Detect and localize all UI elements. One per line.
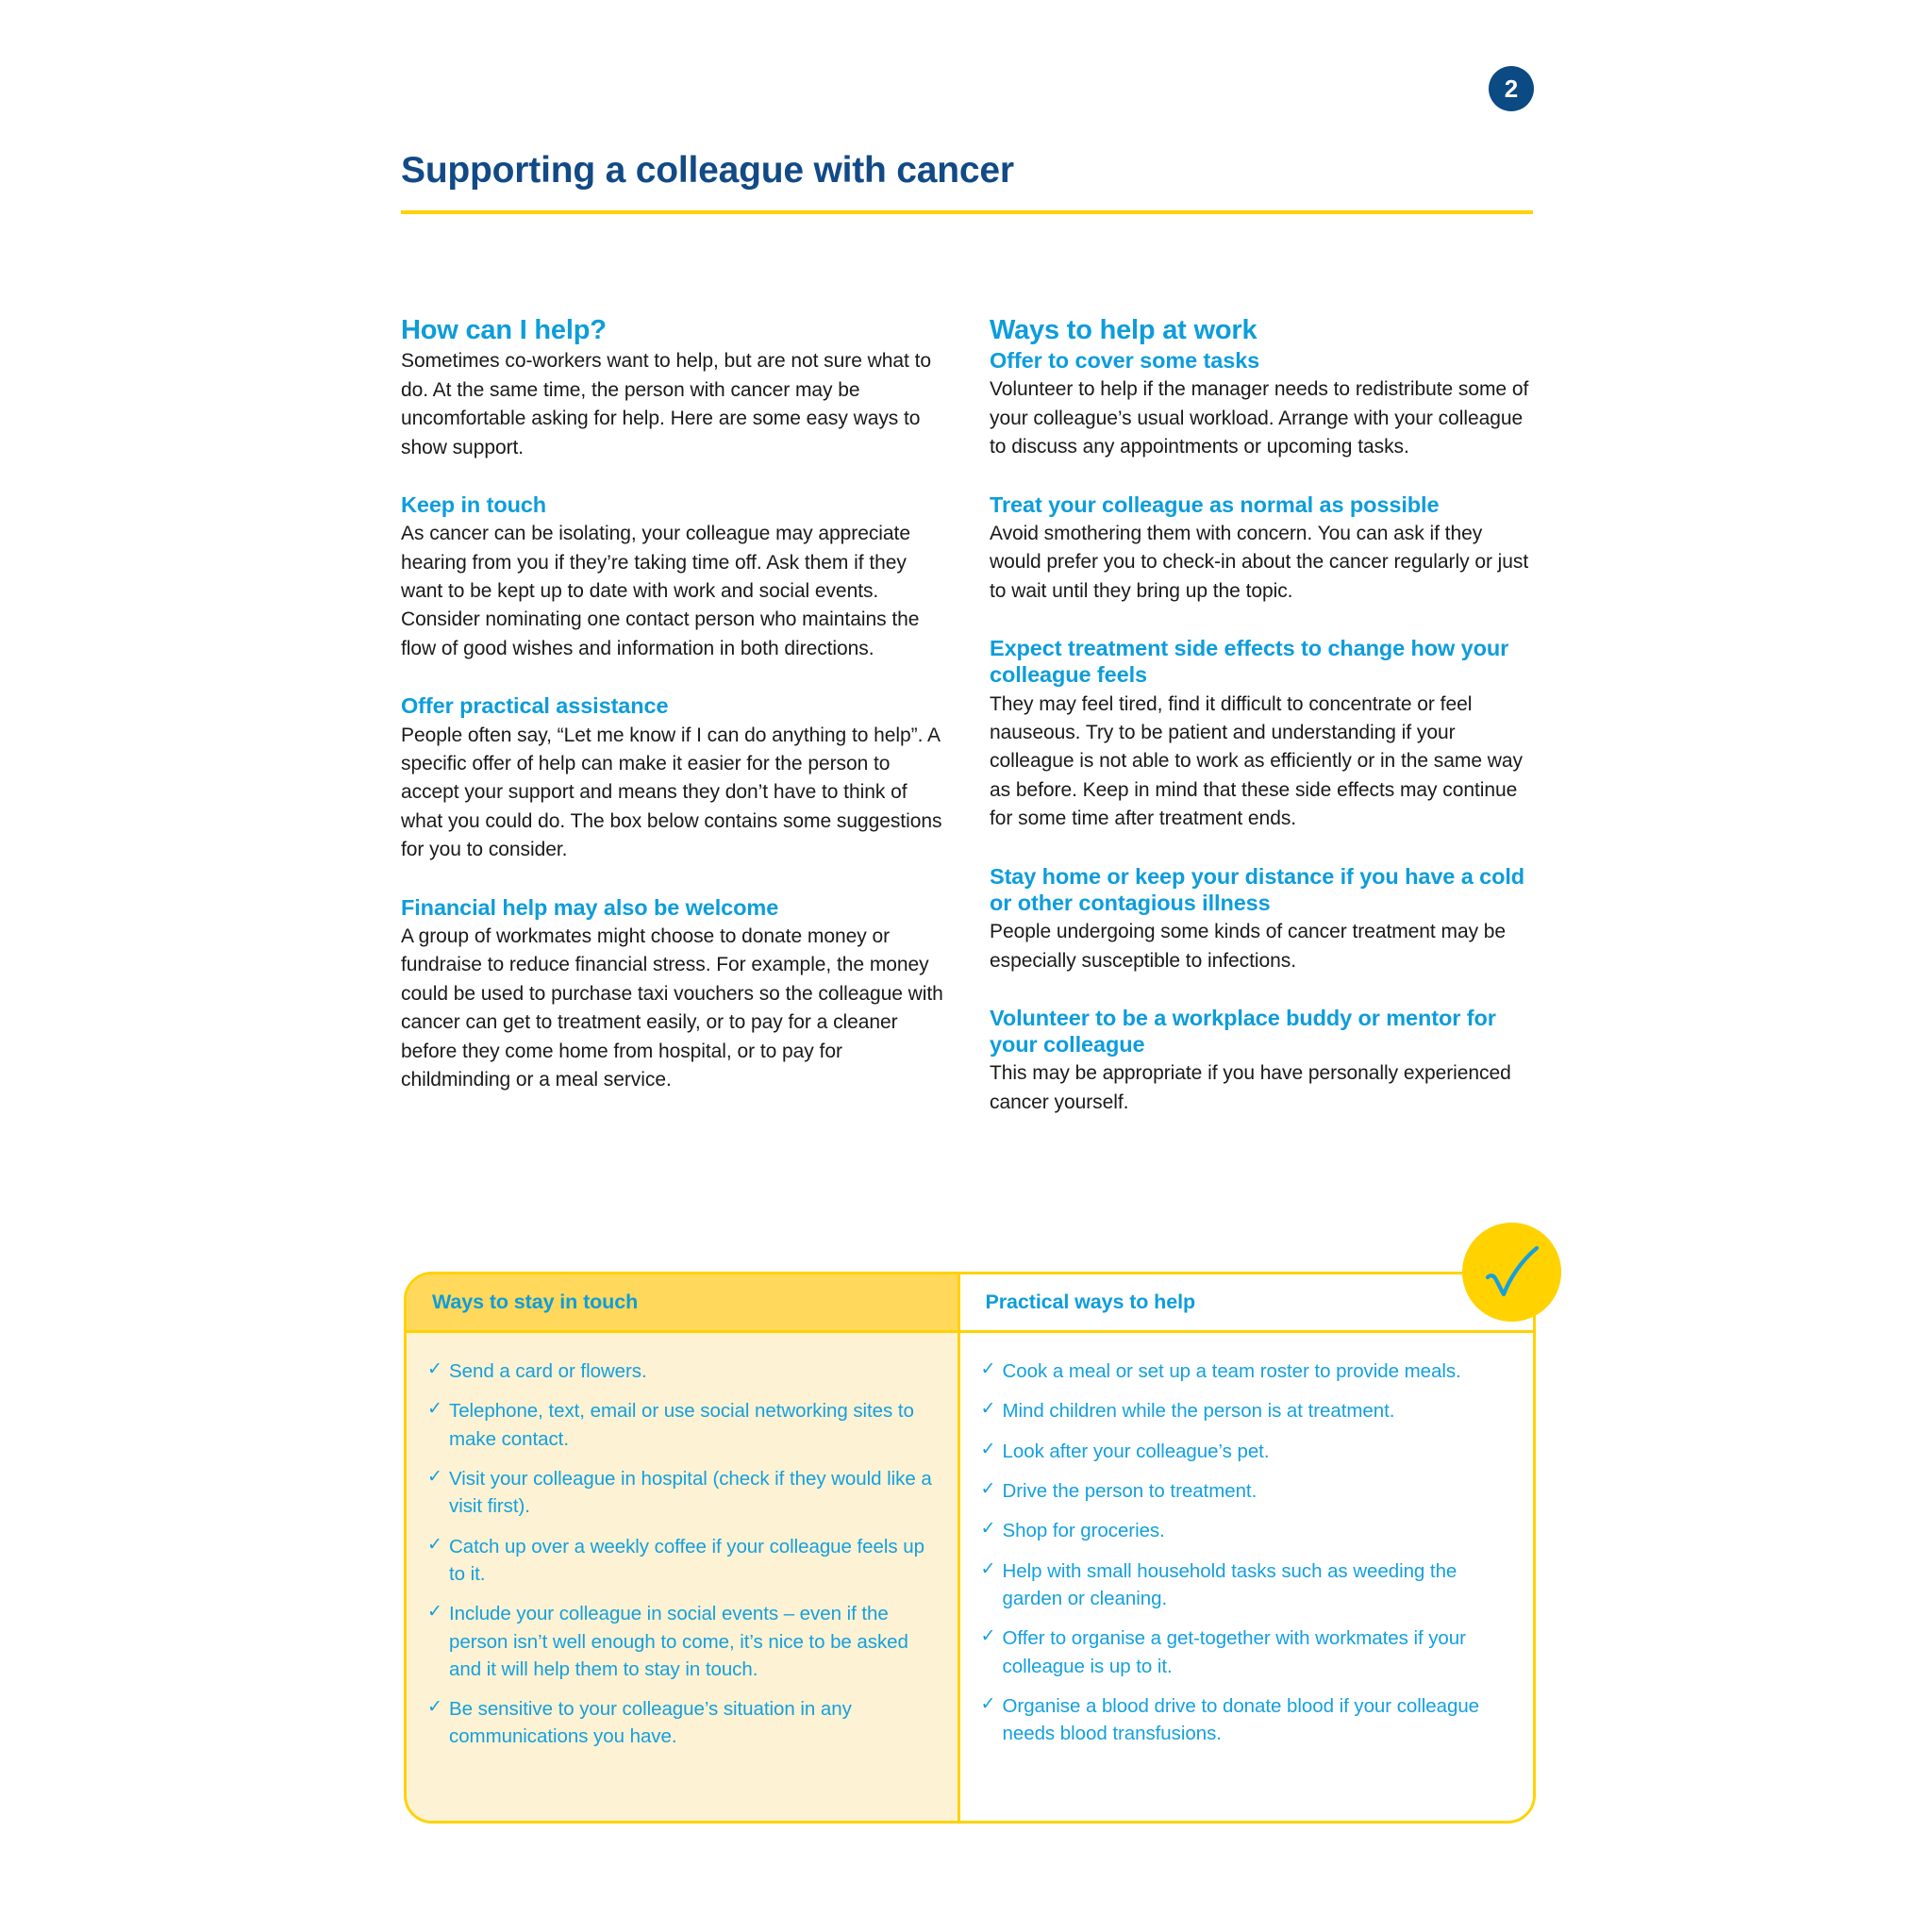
list-item-label: Catch up over a weekly coffee if your colleague feels up to it. [449,1535,924,1585]
subsection-body: People often say, “Let me know if I can do anything to help”. A specific offer of help can make it easier for the person to accept your support and means they don’t have to think of what you could do. The box below contains some suggestions for you to consider. [401,724,942,861]
check-icon: ✓ [980,1439,996,1459]
checklist-column-body [407,1333,958,1821]
list-item-label: Cook a meal or set up a team roster to provide meals. [1002,1360,1461,1382]
list-item-label: Drive the person to treatment. [1002,1479,1257,1502]
subsection-heading: Financial help may also be welcome [401,894,779,920]
list-item-label: Look after your colleague’s pet. [1002,1440,1270,1462]
check-icon: ✓ [980,1626,996,1647]
check-icon: ✓ [427,1602,442,1623]
check-icon: ✓ [980,1558,996,1579]
page-title: Supporting a colleague with cancer [401,150,1014,191]
list-item-label: Shop for groceries. [1002,1520,1165,1542]
subsection-heading: Keep in touch [401,491,547,517]
section-ways-to-help-at-work [990,314,1537,462]
subsection-heading: Offer to cover some tasks [990,348,1260,374]
list-item-label: Offer to organise a get-together with workmates if your colleague is up to it. [1002,1627,1466,1677]
checklist-header-label: Practical ways to help [985,1291,1195,1313]
list-item [981,1357,1512,1385]
subsection-body: Avoid smothering them with concern. You can ask if they would prefer you to check-in about the cancer regularly or just to wait until they bring up the topic. [990,522,1529,602]
check-icon: ✓ [980,1519,996,1540]
check-icon: ✓ [427,1466,442,1487]
list-item [981,1477,1512,1505]
subsection-body: People undergoing some kinds of cancer treatment may be especially susceptible to infections. [990,921,1507,972]
checklist-panel [404,1272,1536,1824]
check-icon: ✓ [980,1478,996,1499]
check-icon: ✓ [427,1359,442,1379]
subsection-heading: Offer practical assistance [401,693,669,719]
subsection-body: As cancer can be isolating, your colleague may appreciate hearing from you if they’re taking time off. Ask them if they want to be kept up to date with work and social events. Consider nominating one contact person who maintains the flow of good wishes and information in both directions. [401,523,920,659]
list-item [427,1695,937,1751]
check-icon: ✓ [427,1399,442,1420]
section-workplace-buddy [990,1005,1537,1117]
checkmark-badge [1462,1223,1561,1322]
list-item [427,1465,937,1521]
section-keep-in-touch [401,491,946,663]
title-divider [401,210,1533,214]
page-title-block [401,151,1533,214]
subsection-heading: Treat your colleague as normal as possible [990,491,1440,517]
list-item [981,1692,1512,1748]
subsection-heading: Stay home or keep your distance if you have a cold or other contagious illness [990,863,1525,915]
section-treatment-side-effects [990,635,1537,834]
checklist-box [404,1272,1536,1824]
checklist-column-body [960,1333,1533,1821]
list-item-label: Organise a blood drive to donate blood if your colleague needs blood transfusions. [1002,1694,1480,1745]
list-item-label: Send a card or flowers. [449,1360,647,1382]
subsection-body: They may feel tired, find it difficult to concentrate or feel nauseous. Try to be patient and understanding if your colleague is not able to work as efficiently or in the same way as before. Keep in mind that these side effects may continue for some time after treatment ends. [990,692,1523,830]
subsection-heading: Volunteer to be a workplace buddy or mentor for your colleague [990,1006,1496,1058]
section-offer-practical-assistance [401,692,946,864]
check-icon: ✓ [427,1534,442,1555]
check-icon: ✓ [980,1359,996,1379]
section-financial-help [401,894,946,1095]
section-stay-home-if-contagious [990,863,1537,975]
list-item [981,1397,1512,1424]
checklist-column-practical-ways [960,1274,1533,1821]
page-number-badge: 2 [1489,66,1534,111]
check-icon: ✓ [980,1399,996,1420]
list-item [981,1624,1512,1680]
checkmark-icon [1477,1238,1547,1307]
list-item [427,1357,937,1385]
checklist-header-label: Ways to stay in touch [432,1291,639,1313]
list-item [427,1397,937,1453]
checklist-items-right [981,1357,1512,1747]
list-item [981,1557,1512,1613]
list-item-label: Telephone, text, email or use social networking sites to make contact. [449,1400,914,1450]
left-column [401,314,946,1117]
list-item [981,1438,1512,1465]
checklist-items-left [427,1357,937,1751]
subsection-body: Volunteer to help if the manager needs to redistribute some of your colleague’s usual workload. Arrange with your colleague to discuss any appointments or upcoming tasks. [990,378,1529,458]
section-heading: How can I help? [401,315,607,345]
two-column-content [401,314,1538,1117]
checklist-column-header [960,1274,1533,1333]
list-item [981,1517,1512,1544]
check-icon: ✓ [427,1697,442,1718]
right-column [990,314,1537,1117]
list-item [427,1600,937,1683]
subsection-heading: Expect treatment side effects to change how your colleague feels [990,636,1509,688]
checklist-column-header [407,1274,958,1333]
section-treat-as-normal [990,491,1537,607]
list-item-label: Include your colleague in social events – even if the person isn’t well enough to come, it’s nice to be asked and it will help them to stay in touch. [449,1603,908,1680]
section-heading: Ways to help at work [990,315,1257,345]
section-body: Sometimes co-workers want to help, but are not sure what to do. At the same time, the person with cancer may be uncomfortable asking for help. Here are some easy ways to show support. [401,350,931,458]
list-item-label: Visit your colleague in hospital (check if they would like a visit first). [449,1467,932,1518]
checklist-column-stay-in-touch [407,1274,960,1821]
list-item-label: Mind children while the person is at treatment. [1002,1400,1395,1423]
section-how-can-i-help [401,314,946,462]
check-icon: ✓ [980,1693,996,1714]
subsection-body: A group of workmates might choose to donate money or fundraise to reduce financial stress. For example, the money could be used to purchase taxi vouchers so the colleague with cancer can get to treatment easily, or to pay for a cleaner before they come home from hospital, or to pay for childminding or a meal service. [401,924,943,1091]
subsection-body: This may be appropriate if you have personally experienced cancer yourself. [990,1062,1511,1113]
list-item-label: Be sensitive to your colleague’s situation in any communications you have. [449,1698,852,1748]
list-item [427,1533,937,1589]
list-item-label: Help with small household tasks such as weeding the garden or cleaning. [1002,1559,1457,1609]
